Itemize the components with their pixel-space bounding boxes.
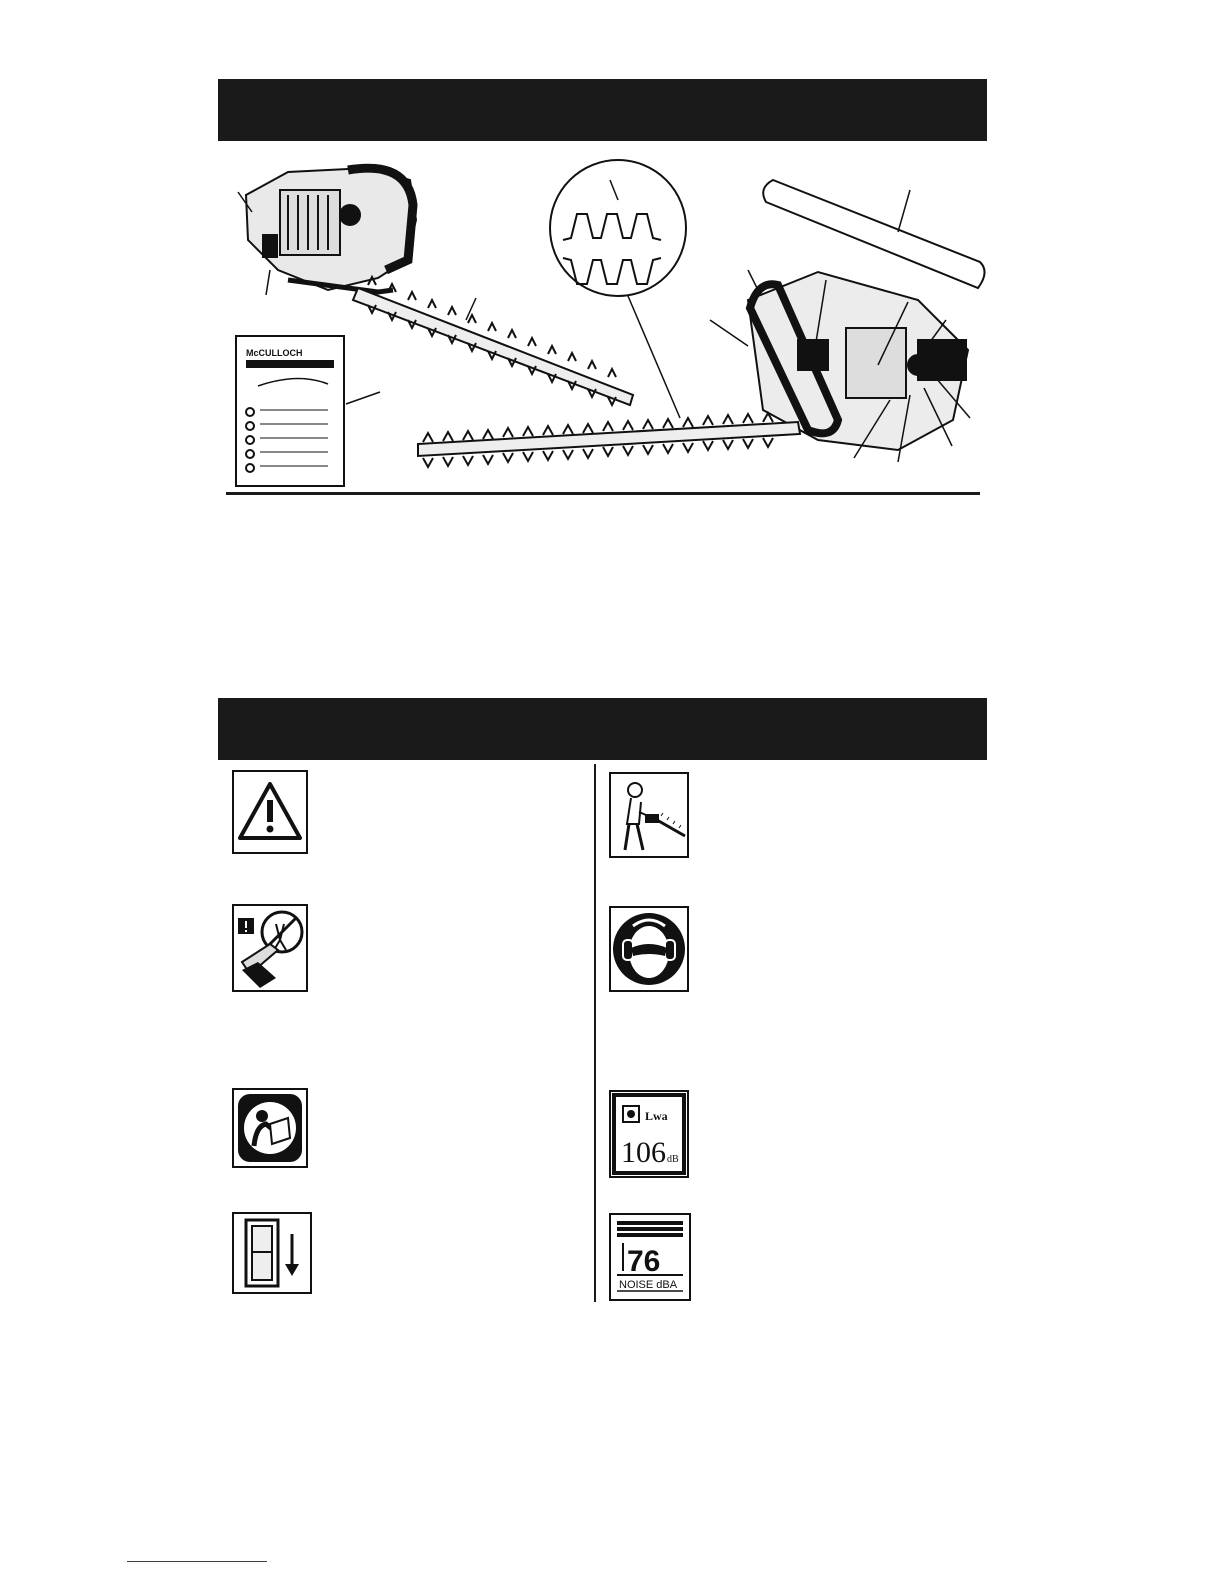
svg-text:dB: dB [667, 1154, 679, 1165]
eye-ear-protection-icon [609, 906, 689, 992]
small-blade-drawing [353, 277, 633, 405]
large-blade-drawing [418, 413, 800, 467]
blade-cover-drawing [763, 180, 984, 288]
read-manual-icon [232, 1088, 308, 1168]
parts-illustration [218, 150, 987, 490]
hedge-trimmer-small-drawing [238, 168, 416, 295]
sound-power-level-icon [609, 1090, 689, 1178]
stop-switch-icon [232, 1212, 312, 1294]
operator-stance-icon [609, 772, 689, 858]
figure-bottom-rule [226, 492, 980, 495]
svg-text:76: 76 [627, 1245, 661, 1278]
keep-bystanders-away-icon [232, 904, 308, 992]
svg-text:106: 106 [621, 1136, 666, 1169]
manual-brand-text: McCULLOCH [246, 348, 303, 358]
footnote-link-rule [127, 1561, 267, 1562]
noise-level-icon [609, 1213, 691, 1301]
svg-text:Lwa: Lwa [645, 1109, 668, 1123]
warning-icon [232, 770, 308, 854]
operator-manual-drawing [236, 336, 380, 486]
svg-text:NOISE dBA: NOISE dBA [619, 1279, 678, 1291]
section-header-bar-2 [218, 698, 987, 760]
column-divider [594, 764, 596, 1302]
section-header-bar-1 [218, 79, 987, 141]
